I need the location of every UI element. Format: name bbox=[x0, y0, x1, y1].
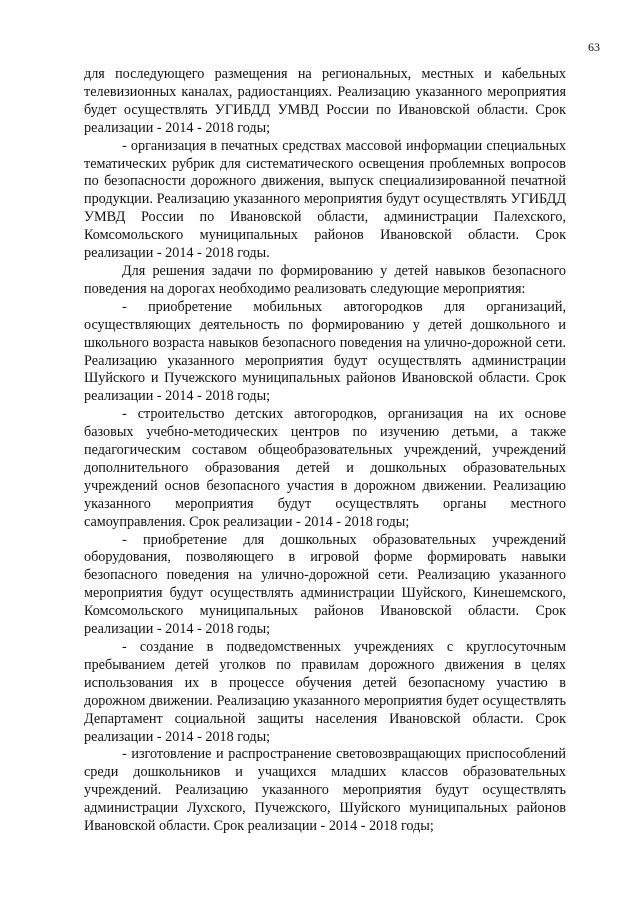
page-number: 63 bbox=[588, 40, 600, 54]
paragraph: для последующего размещения на региональных, местных и кабельных телевизионных каналах, радиостанциях. Реализацию указанного мероприятия будет осуществлять УГИБДД УМВД России по Ивановской области. Срок реализации - 2014 - 2018 годы; bbox=[84, 66, 566, 136]
paragraph: - приобретение мобильных автогородков для организаций, осуществляющих деятельность по формированию у детей дошкольного и школьного возраста навыков безопасного поведения на улично-дорожной сети. Реализацию указанного мероприятия будут осуществлять администрации Шуйского и Пучежского муниципальных районов Ивановской области. Срок реализации - 2014 - 2018 годы; bbox=[84, 298, 566, 405]
paragraph: - создание в подведомственных учреждениях с круглосуточным пребыванием детей уголков по правилам дорожного движения в целях использования их в процессе обучения детей безопасному участию в дорожном движении. Реализацию указанного мероприятия будет осуществлять Департамент социальной защиты населения Ивановской области. Срок реализации - 2014 - 2018 годы; bbox=[84, 639, 566, 745]
paragraph: - строительство детских автогородков, организация на их основе базовых учебно-методических центров по изучению детьми, а также педагогическим составом общеобразовательных учреждений, учреждений дополнительного образования детей и дошкольных образовательных учреждений основ безопасного участия в дорожном движении. Реализацию указанного мероприятия будут осуществлять органы местного самоуправления. Срок реализации - 2014 - 2018 годы; bbox=[84, 406, 566, 530]
paragraph: - приобретение для дошкольных образовательных учреждений оборудования, позволяющего в игровой форме формировать навыки безопасного поведения на улично-дорожной сети. Реализацию указанного мероприятия будут осуществлять администрации Шуйского, Кинешемского, Комсомольского муниципальных районов Ивановской области. Срок реализации - 2014 - 2018 годы; bbox=[84, 531, 566, 638]
paragraph: Для решения задачи по формированию у детей навыков безопасного поведения на дорогах необходимо реализовать следующие мероприятия: bbox=[84, 262, 566, 297]
document-body bbox=[84, 66, 566, 836]
paragraph: - организация в печатных средствах массовой информации специальных тематических рубрик для систематического освещения проблемных вопросов по безопасности дорожного движения, выпуск специализированной печатной продукции. Реализацию указанного мероприятия будут осуществлять УГИБДД УМВД России по Ивановской области, администрации Палехского, Комсомольского муниципальных районов Ивановской области. Срок реализации - 2014 - 2018 годы. bbox=[84, 137, 566, 262]
paragraph: - изготовление и распространение световозвращающих приспособлений среди дошкольников и учащихся младших классов образовательных учреждений. Реализацию указанного мероприятия будут осуществлять администрации Лухского, Пучежского, Шуйского муниципальных районов Ивановской области. Срок реализации - 2014 - 2018 годы; bbox=[84, 746, 566, 835]
